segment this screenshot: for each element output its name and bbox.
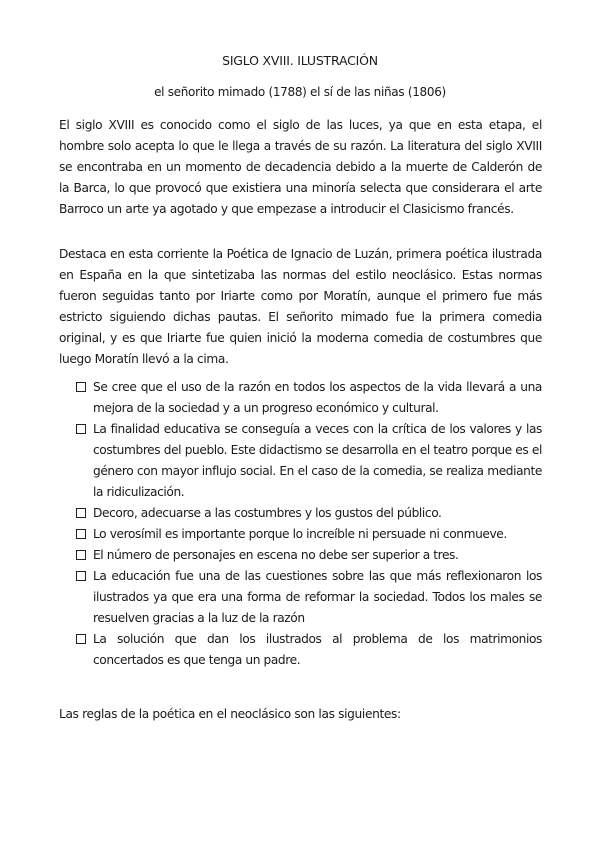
page-subtitle: el señorito mimado (1788) el sí de las niñas (1806) (154, 85, 446, 99)
list-item (76, 503, 542, 524)
list-item (76, 419, 542, 503)
list-item-text: Decoro, adecuarse a las costumbres y los gustos del público. (93, 506, 442, 520)
list-item-text: El número de personajes en escena no debe ser superior a tres. (93, 548, 459, 562)
list-item-text: La educación fue una de las cuestiones sobre las que más reflexionaron los ilustrados ya que era una forma de reformar la sociedad. Todos los males se resuelven gracias a la luz de la razón (93, 569, 542, 625)
list-item (76, 524, 542, 545)
list-item-text: La solución que dan los ilustrados al problema de los matrimonios concertados es que tenga un padre. (93, 632, 542, 667)
page-title: SIGLO XVIII. ILUSTRACIÓN (222, 53, 378, 68)
checkbox-icon (76, 550, 86, 560)
list-item (76, 545, 542, 566)
checkbox-icon (76, 382, 86, 392)
paragraph-luzan: Destaca en esta corriente la Poética de Ignacio de Luzán, primera poética ilustrada en España en la que sintetizaba las normas del estilo neoclásico. Estas normas fueron seguidas tanto por Iriarte como por Moratín, aunque el primero fue más estricto siguiendo dichas pautas. El señorito mimado fue la primera comedia original, y es que Iriarte fue quien inició la moderna comedia de costumbres que luego Moratín llevó a la cima. (59, 247, 542, 366)
list-item-text: Lo verosímil es importante porque lo increíble ni persuade ni conmueve. (93, 527, 507, 541)
checkbox-icon (76, 529, 86, 539)
checkbox-icon (76, 424, 86, 434)
checkbox-list (76, 377, 542, 671)
list-item (76, 629, 542, 671)
list-item (76, 566, 542, 629)
list-item (76, 377, 542, 419)
list-item-text: Se cree que el uso de la razón en todos los aspectos de la vida llevará a una mejora de la sociedad y a un progreso económico y cultural. (93, 380, 542, 415)
list-item-text: La finalidad educativa se conseguía a veces con la crítica de los valores y las costumbres del pueblo. Este didactismo se desarrolla en el teatro porque es el género con mayor influjo social. En el caso de la comedia, se realiza mediante la ridiculización. (93, 422, 542, 499)
checkbox-icon (76, 571, 86, 581)
paragraph-intro: El siglo XVIII es conocido como el siglo de las luces, ya que en esta etapa, el hombre solo acepta lo que le llega a través de su razón. La literatura del siglo XVIII se encontraba en un momento de decadencia debido a la muerte de Calderón de la Barca, lo que provocó que existiera una minoría selecta que considerara el arte Barroco un arte ya agotado y que empezase a introducir el Clasicismo francés. (59, 118, 542, 216)
closing-line: Las reglas de la poética en el neoclásico son las siguientes: (59, 707, 401, 721)
checkbox-icon (76, 508, 86, 518)
checkbox-icon (76, 634, 86, 644)
